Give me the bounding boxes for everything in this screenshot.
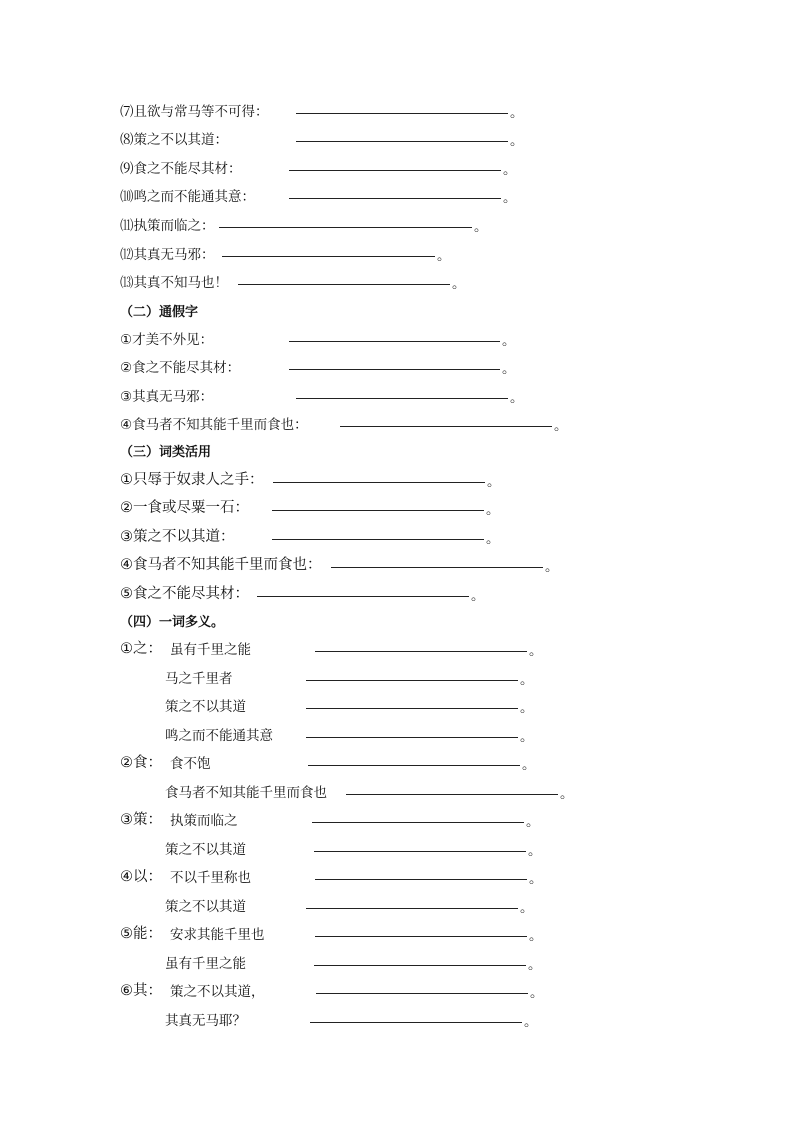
period: 。 bbox=[522, 757, 536, 773]
answer-blank[interactable] bbox=[257, 596, 469, 597]
answer-blank[interactable] bbox=[219, 227, 472, 228]
item-8 bbox=[120, 120, 228, 148]
huoyong-item-4 bbox=[120, 546, 322, 574]
answer-blank[interactable] bbox=[340, 426, 552, 427]
period: 。 bbox=[486, 531, 500, 547]
word-label: ⑤能： bbox=[120, 926, 162, 942]
word-label: ⑥其： bbox=[120, 983, 162, 999]
polysemy-example: 策之不以其道 bbox=[165, 899, 246, 915]
polysemy-example: 食不饱 bbox=[170, 756, 211, 772]
polysemy-example: 鸣之而不能通其意 bbox=[165, 728, 273, 744]
polysemy-example: 策之不以其道 bbox=[165, 842, 246, 858]
period: 。 bbox=[560, 786, 574, 802]
polysemy-example: 其真无马耶？ bbox=[165, 1013, 246, 1029]
item-label: ⑿其真无马邪： bbox=[120, 247, 215, 263]
item-label: ⒀其真不知马也！ bbox=[120, 275, 228, 291]
answer-blank[interactable] bbox=[289, 198, 501, 199]
polysemy-example: 马之千里者 bbox=[165, 671, 233, 687]
answer-blank[interactable] bbox=[296, 141, 508, 142]
word-label: ④以： bbox=[120, 869, 162, 885]
tongjia-item-3 bbox=[120, 377, 213, 405]
huoyong-item-1 bbox=[120, 461, 264, 489]
item-13 bbox=[120, 263, 228, 291]
answer-blank[interactable] bbox=[306, 737, 518, 738]
answer-blank[interactable] bbox=[306, 908, 518, 909]
item-label: ④食马者不知其能千里而食也： bbox=[120, 557, 322, 573]
item-label: ②一食或尽粟一石： bbox=[120, 500, 249, 516]
period: 。 bbox=[528, 957, 542, 973]
item-label: ④食马者不知其能千里而食也： bbox=[120, 417, 308, 433]
item-label: ②食之不能尽其材： bbox=[120, 360, 241, 376]
polysemy-example: 策之不以其道， bbox=[170, 984, 265, 1000]
period: 。 bbox=[474, 219, 488, 235]
tongjia-item-1 bbox=[120, 320, 213, 348]
period: 。 bbox=[510, 133, 524, 149]
period: 。 bbox=[486, 502, 500, 518]
answer-blank[interactable] bbox=[310, 1022, 522, 1023]
answer-blank[interactable] bbox=[314, 965, 526, 966]
period: 。 bbox=[545, 559, 559, 575]
answer-blank[interactable] bbox=[222, 256, 435, 257]
period: 。 bbox=[503, 162, 517, 178]
period: 。 bbox=[510, 390, 524, 406]
item-label: ⑾执策而临之： bbox=[120, 218, 215, 234]
item-label: ⑤食之不能尽其材： bbox=[120, 586, 249, 602]
huoyong-item-5 bbox=[120, 575, 249, 603]
item-9 bbox=[120, 149, 242, 177]
period: 。 bbox=[520, 900, 534, 916]
polysemy-example: 不以千里称也 bbox=[170, 870, 251, 886]
answer-blank[interactable] bbox=[272, 539, 484, 540]
polysemy-example: 策之不以其道 bbox=[165, 699, 246, 715]
period: 。 bbox=[503, 190, 517, 206]
polysemy-example: 食马者不知其能千里而食也 bbox=[165, 785, 327, 801]
polysemy-word-qi bbox=[120, 972, 162, 1000]
period: 。 bbox=[510, 105, 524, 121]
item-label: ⑽鸣之而不能通其意： bbox=[120, 189, 255, 205]
answer-blank[interactable] bbox=[289, 170, 501, 171]
polysemy-word-shi bbox=[120, 744, 162, 772]
item-label: ⑼食之不能尽其材： bbox=[120, 161, 242, 177]
word-label: ③策： bbox=[120, 812, 162, 828]
period: 。 bbox=[437, 248, 451, 264]
period: 。 bbox=[502, 333, 516, 349]
period: 。 bbox=[554, 418, 568, 434]
answer-blank[interactable] bbox=[346, 794, 558, 795]
answer-blank[interactable] bbox=[306, 708, 518, 709]
period: 。 bbox=[471, 588, 485, 604]
polysemy-example: 虽有千里之能 bbox=[170, 642, 251, 658]
answer-blank[interactable] bbox=[308, 765, 520, 766]
section-heading: （三）词类活用 bbox=[120, 445, 212, 460]
answer-blank[interactable] bbox=[315, 936, 527, 937]
period: 。 bbox=[520, 729, 534, 745]
period: 。 bbox=[502, 361, 516, 377]
answer-blank[interactable] bbox=[314, 851, 526, 852]
answer-blank[interactable] bbox=[306, 680, 518, 681]
polysemy-example: 虽有千里之能 bbox=[165, 956, 246, 972]
period: 。 bbox=[530, 985, 544, 1001]
answer-blank[interactable] bbox=[331, 567, 543, 568]
polysemy-word-ce bbox=[120, 801, 162, 829]
answer-blank[interactable] bbox=[238, 284, 450, 285]
item-label: ⑺且欲与常马等不可得： bbox=[120, 104, 269, 120]
huoyong-item-2 bbox=[120, 489, 249, 517]
section-heading: （四）一词多义。 bbox=[120, 615, 225, 630]
item-10 bbox=[120, 177, 255, 205]
item-label: ③策之不以其道： bbox=[120, 529, 235, 545]
answer-blank[interactable] bbox=[316, 993, 528, 994]
item-label: ①才美不外见： bbox=[120, 332, 214, 348]
polysemy-example: 安求其能千里也 bbox=[170, 927, 265, 943]
item-label: ③其真无马邪： bbox=[120, 389, 214, 405]
answer-blank[interactable] bbox=[289, 369, 500, 370]
period: 。 bbox=[452, 276, 466, 292]
answer-blank[interactable] bbox=[315, 879, 527, 880]
answer-blank[interactable] bbox=[312, 822, 524, 823]
period: 。 bbox=[529, 643, 543, 659]
period: 。 bbox=[524, 1014, 538, 1030]
polysemy-example: 执策而临之 bbox=[170, 813, 238, 829]
answer-blank[interactable] bbox=[296, 113, 508, 114]
tongjia-item-2 bbox=[120, 348, 240, 376]
item-11 bbox=[120, 206, 215, 234]
polysemy-word-neng bbox=[120, 915, 162, 943]
answer-blank[interactable] bbox=[273, 482, 485, 483]
period: 。 bbox=[487, 474, 501, 490]
period: 。 bbox=[529, 871, 543, 887]
period: 。 bbox=[528, 843, 542, 859]
polysemy-word-zhi bbox=[120, 630, 162, 658]
word-label: ①之： bbox=[120, 641, 162, 657]
item-label: ①只辱于奴隶人之手： bbox=[120, 472, 264, 488]
section-heading: （二）通假字 bbox=[120, 305, 199, 320]
answer-blank[interactable] bbox=[315, 651, 527, 652]
period: 。 bbox=[520, 672, 534, 688]
answer-blank[interactable] bbox=[296, 398, 508, 399]
period: 。 bbox=[526, 814, 540, 830]
item-label: ⑻策之不以其道： bbox=[120, 132, 228, 148]
period: 。 bbox=[520, 700, 534, 716]
tongjia-item-4 bbox=[120, 405, 308, 433]
answer-blank[interactable] bbox=[289, 341, 500, 342]
item-12 bbox=[120, 235, 215, 263]
period: 。 bbox=[529, 928, 543, 944]
word-label: ②食： bbox=[120, 755, 162, 771]
item-7 bbox=[120, 92, 269, 120]
polysemy-word-yi bbox=[120, 858, 162, 886]
answer-blank[interactable] bbox=[272, 510, 484, 511]
huoyong-item-3 bbox=[120, 518, 235, 546]
